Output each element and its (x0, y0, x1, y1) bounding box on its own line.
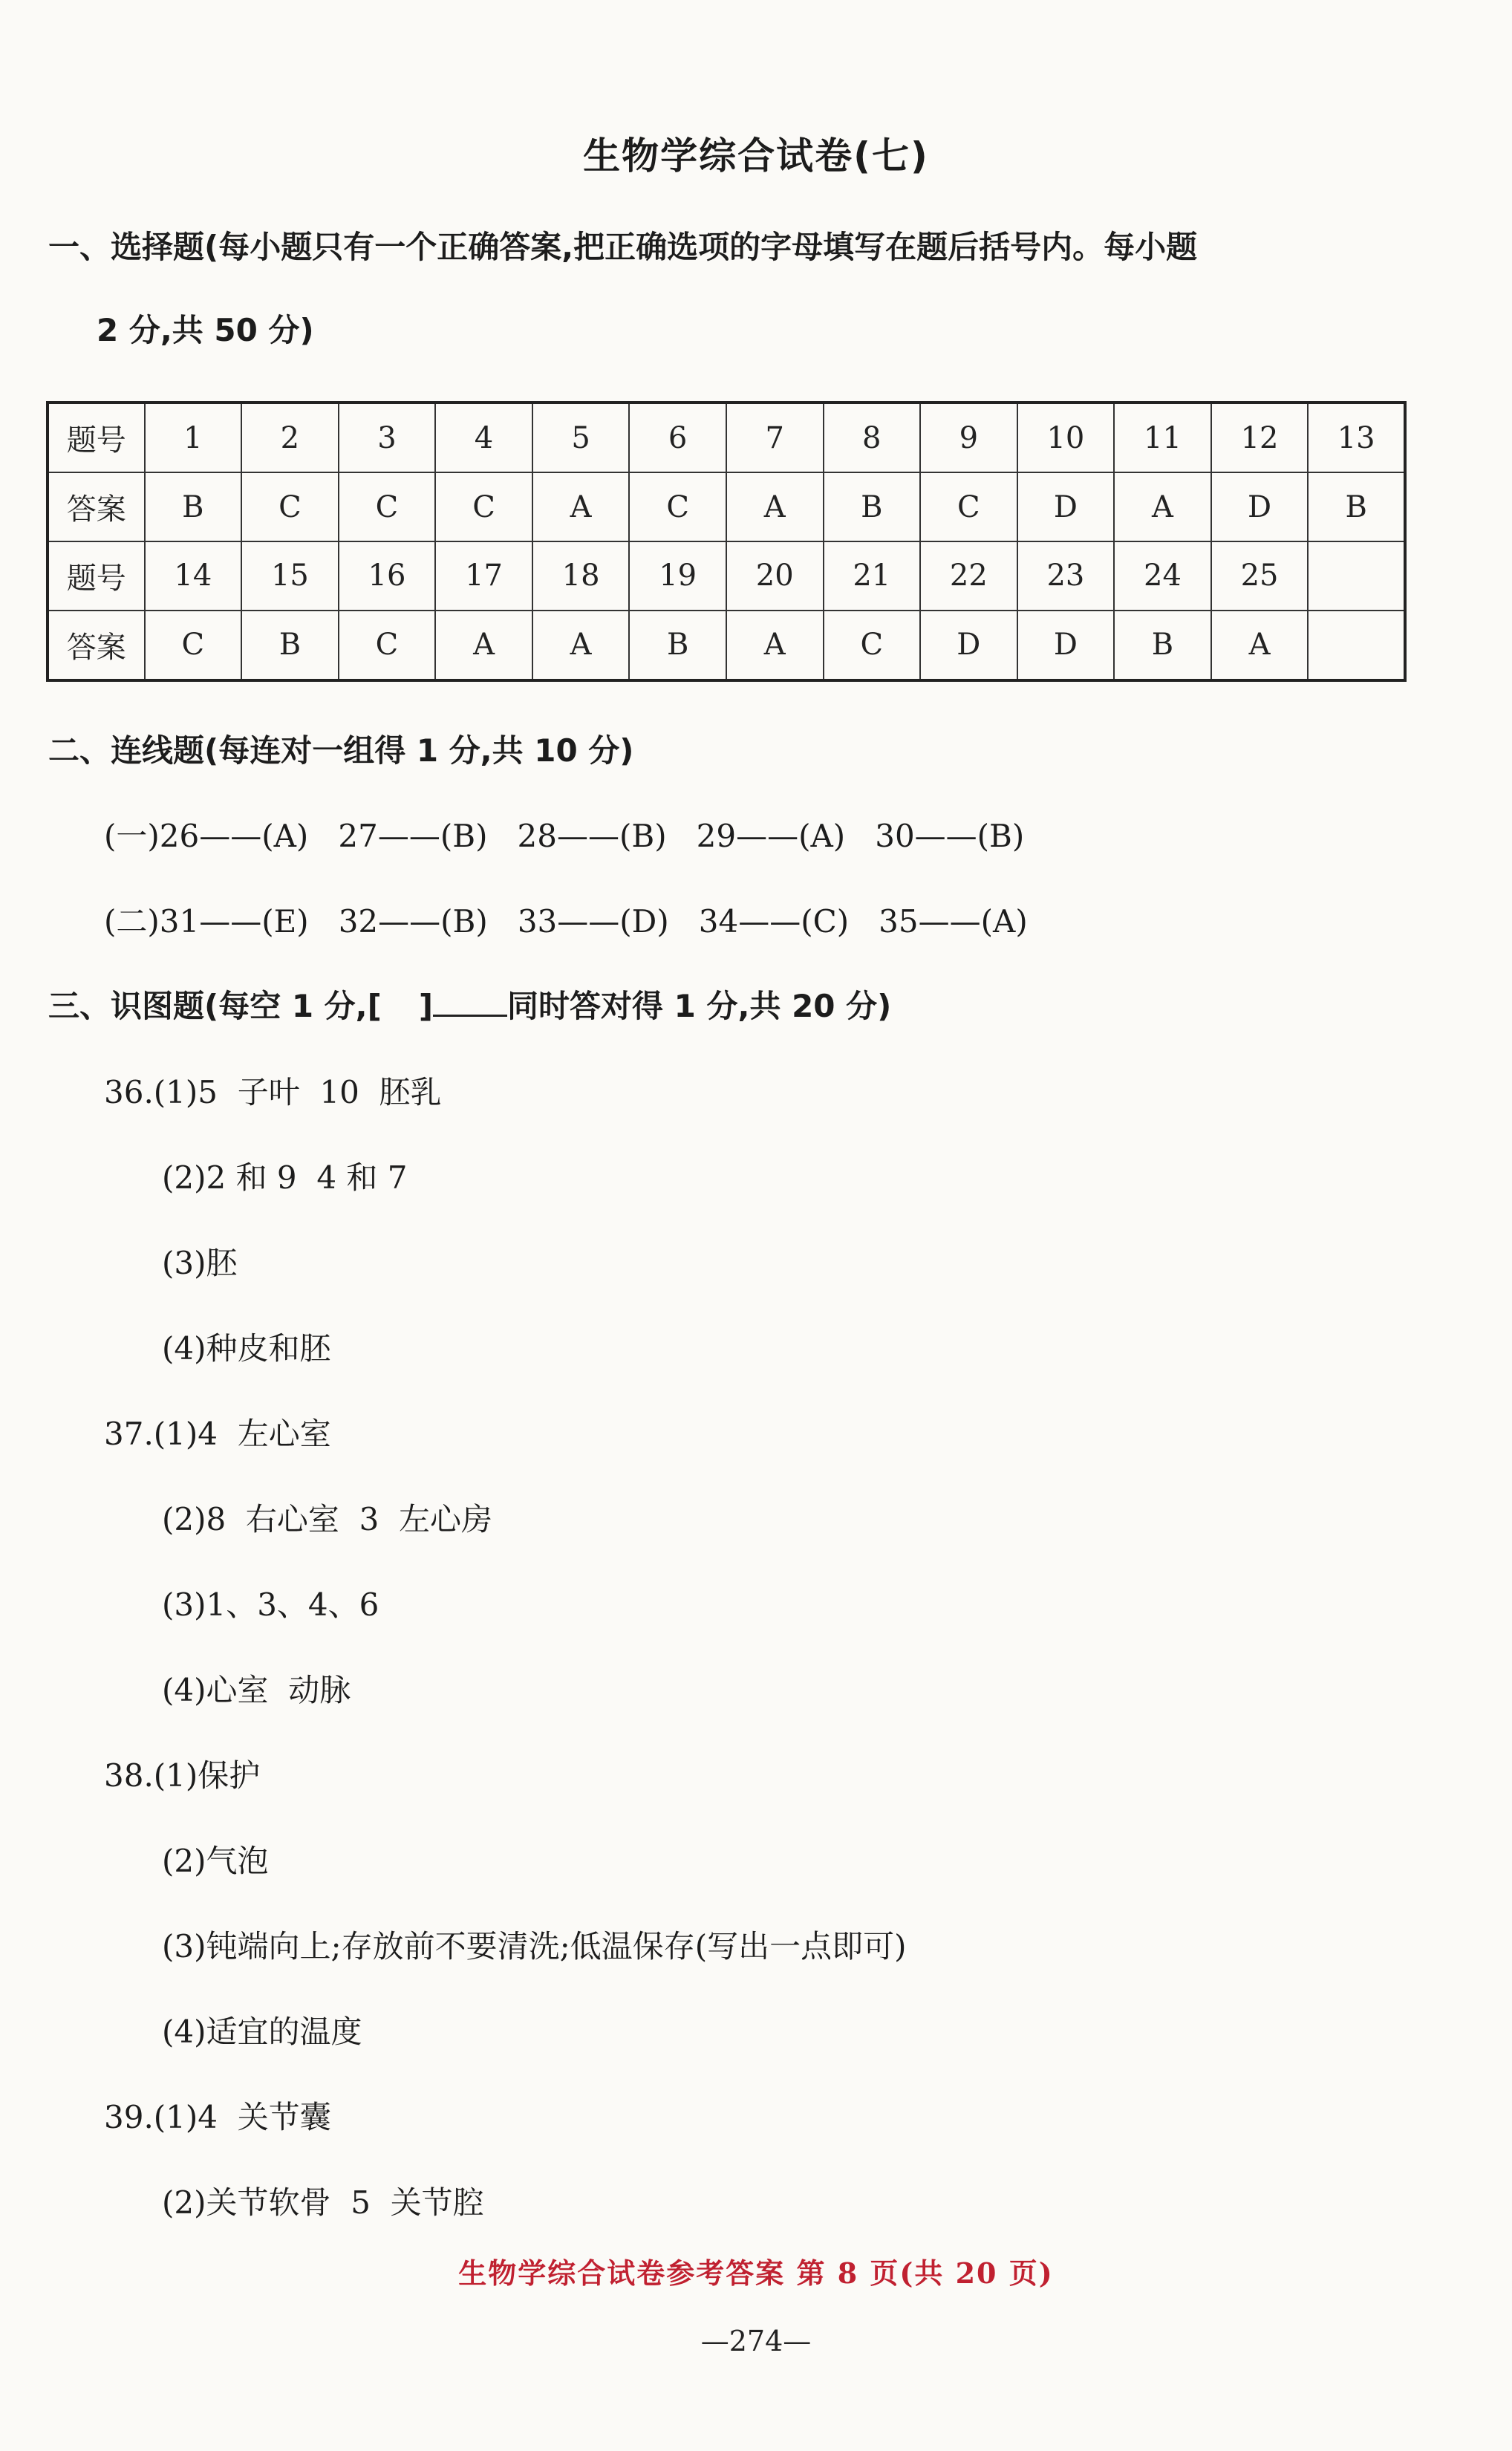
table-cell: B (824, 472, 921, 541)
table-cell: 15 (241, 541, 339, 611)
table-cell: 18 (532, 541, 630, 611)
table-cell: B (145, 472, 242, 541)
section3-heading-part-b: ] (418, 988, 434, 1024)
table-cell: A (435, 611, 532, 680)
table-cell: C (435, 472, 532, 541)
table-cell: C (339, 611, 436, 680)
table-row (48, 611, 1405, 680)
section3-heading (48, 982, 891, 1026)
table-cell (1308, 611, 1405, 680)
answer-line: (2)关节软骨 5 关节腔 (162, 2184, 484, 2221)
answer-line: (4)适宜的温度 (162, 2014, 362, 2050)
table-cell: 6 (629, 403, 726, 472)
table-cell: 23 (1017, 541, 1115, 611)
table-cell: 16 (339, 541, 436, 611)
table-cell: 4 (435, 403, 532, 472)
table-cell: B (241, 611, 339, 680)
section3-heading-part-a: 三、识图题(每空 1 分,[ (48, 988, 382, 1024)
table-cell: A (532, 472, 630, 541)
table-cell: C (629, 472, 726, 541)
table-cell: 3 (339, 403, 436, 472)
table-cell: 1 (145, 403, 242, 472)
table-cell (1308, 541, 1405, 611)
table-cell: C (920, 472, 1017, 541)
table-row (48, 541, 1405, 611)
answer-line: (4)种皮和胚 (162, 1330, 331, 1367)
table-row-label: 答案 (48, 472, 145, 541)
page-footer: 生物学综合试卷参考答案 第 8 页(共 20 页) (458, 2256, 1054, 2290)
table-cell: D (920, 611, 1017, 680)
page-title: 生物学综合试卷(七) (583, 134, 929, 178)
answer-line: 37.(1)4 左心室 (104, 1416, 331, 1452)
section1-heading-cont: 2 分,共 50 分) (97, 312, 314, 348)
blank-underline (433, 988, 507, 1017)
table-cell: 20 (726, 541, 824, 611)
table-row (48, 403, 1405, 472)
table-cell: 19 (629, 541, 726, 611)
table-cell: B (1308, 472, 1405, 541)
table-cell: A (532, 611, 630, 680)
table-cell: C (824, 611, 921, 680)
table-cell: A (1211, 611, 1309, 680)
table-cell: A (726, 611, 824, 680)
section3-heading-part-c: 同时答对得 1 分,共 20 分) (507, 988, 892, 1024)
table-cell: C (339, 472, 436, 541)
table-row-label: 题号 (48, 403, 145, 472)
table-cell: 10 (1017, 403, 1115, 472)
table-cell: C (145, 611, 242, 680)
table-cell: 12 (1211, 403, 1309, 472)
answer-line: (3)1、3、4、6 (162, 1586, 379, 1623)
table-cell: A (726, 472, 824, 541)
table-cell: 22 (920, 541, 1017, 611)
answer-line: (2)8 右心室 3 左心房 (162, 1501, 493, 1537)
table-cell: 14 (145, 541, 242, 611)
page-number: —274— (700, 2325, 812, 2357)
table-row-label: 答案 (48, 611, 145, 680)
table-cell: 8 (824, 403, 921, 472)
matching-line-2: (二)31——(E) 32——(B) 33——(D) 34——(C) 35——(A) (104, 903, 1028, 940)
table-cell: C (241, 472, 339, 541)
answer-line: (3)胚 (162, 1245, 238, 1281)
table-cell: D (1211, 472, 1309, 541)
answer-line: (2)2 和 9 4 和 7 (162, 1159, 408, 1196)
answer-line: (2)气泡 (162, 1843, 269, 1879)
answer-line: 38.(1)保护 (104, 1757, 261, 1794)
matching-line-1: (一)26——(A) 27——(B) 28——(B) 29——(A) 30——(B) (104, 818, 1025, 854)
table-cell: B (1114, 611, 1211, 680)
table-cell: 21 (824, 541, 921, 611)
answer-line: 39.(1)4 关节囊 (104, 2099, 331, 2135)
table-row-label: 题号 (48, 541, 145, 611)
table-cell: 9 (920, 403, 1017, 472)
table-cell: A (1114, 472, 1211, 541)
table-cell: 24 (1114, 541, 1211, 611)
table-cell: D (1017, 472, 1115, 541)
table-cell: 13 (1308, 403, 1405, 472)
table-cell: 11 (1114, 403, 1211, 472)
table-cell: 2 (241, 403, 339, 472)
table-row (48, 472, 1405, 541)
answer-table (46, 401, 1407, 682)
table-cell: D (1017, 611, 1115, 680)
table-cell: 5 (532, 403, 630, 472)
answer-line: 36.(1)5 子叶 10 胚乳 (104, 1074, 442, 1110)
table-cell: 25 (1211, 541, 1309, 611)
table-cell: 7 (726, 403, 824, 472)
table-cell: 17 (435, 541, 532, 611)
section2-heading: 二、连线题(每连对一组得 1 分,共 10 分) (48, 732, 634, 769)
answer-line: (4)心室 动脉 (162, 1672, 351, 1708)
section1-heading: 一、选择题(每小题只有一个正确答案,把正确选项的字母填写在题后括号内。每小题 (48, 229, 1198, 265)
answer-line: (3)钝端向上;存放前不要清洗;低温保存(写出一点即可) (162, 1928, 907, 1965)
table-cell: B (629, 611, 726, 680)
